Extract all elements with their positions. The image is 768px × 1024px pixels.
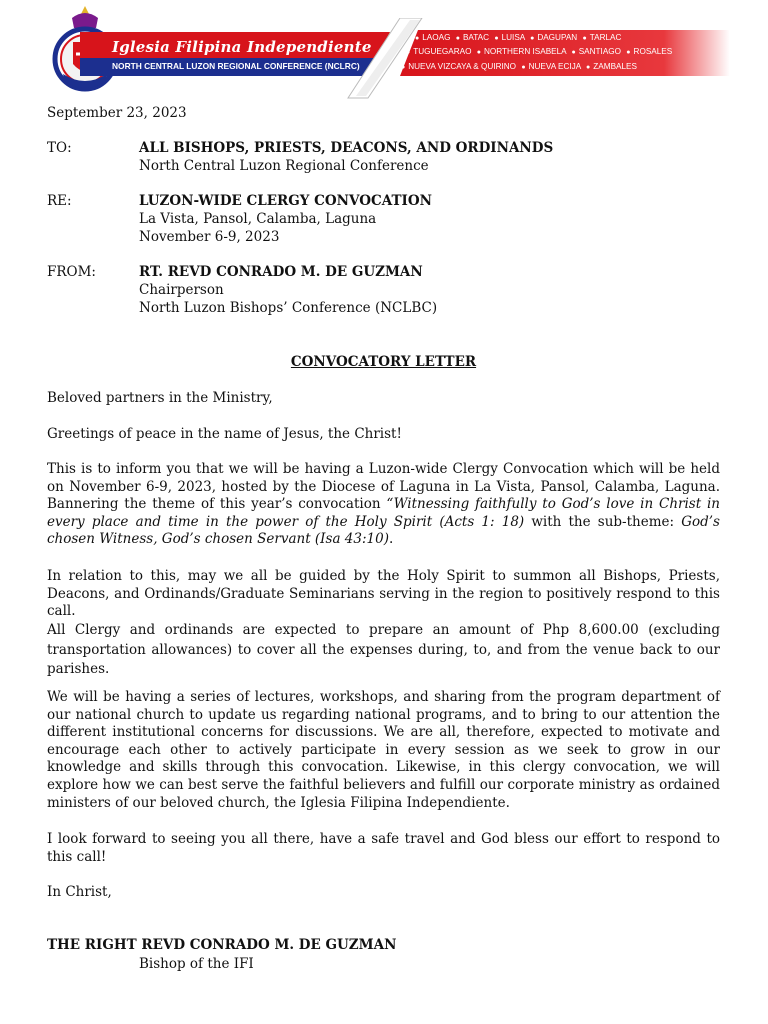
paragraph-announcement: This is to inform you that we will be having a Luzon-wide Clergy Convocation which will be held on November 6-9, 2023, hosted by the Diocese of Laguna in La Vista, Pansol, Calamba, Laguna. Bannering the theme of this year’s convocation “Witnessing faithfully to God’s love in Christ in every place and time in the power of the Holy Spirit (Acts 1: 18) with the sub-theme: God’s chosen Witness, God’s chosen Servant (Isa 43:10). bbox=[47, 461, 720, 548]
places-row-2: ● TUGUEGARAO ● NORTHERN ISABELA ● SANTIAGO ● ROSALES bbox=[406, 47, 673, 56]
to-conference: North Central Luzon Regional Conference bbox=[139, 158, 429, 174]
paragraph-expenses: All Clergy and ordinands are expected to prepare an amount of Php 8,600.00 (excluding transportation allowances) to cover all the expenses during, to, and from the venue back to our parishes. bbox=[47, 622, 720, 677]
letterhead bbox=[0, 0, 768, 100]
paragraph-program: We will be having a series of lectures, workshops, and sharing from the program department of our national church to update us regarding national programs, and to bring to our attention the different institutional concerns for discussions. We are all, therefore, expected to motivate and encourage each other to actively participate in every session as we seek to grow in our knowledge and skills through this convocation. Likewise, in this clergy convocation, we will explore how we can best serve the faithful believers and fulfill our corporate ministry as ordained ministers of our beloved church, the Iglesia Filipina Independiente. bbox=[47, 689, 720, 811]
subtheme-text: God’s chosen Witness, God’s chosen Servant (Isa 43:10) bbox=[47, 513, 720, 548]
from-label: FROM: bbox=[47, 264, 96, 280]
from-organization: North Luzon Bishops’ Conference (NCLBC) bbox=[139, 300, 438, 316]
signatory-name: THE RIGHT REVD CONRADO M. DE GUZMAN bbox=[47, 937, 397, 953]
to-recipients: ALL BISHOPS, PRIESTS, DEACONS, AND ORDINANDS bbox=[139, 140, 554, 156]
conference-name: NORTH CENTRAL LUZON REGIONAL CONFERENCE (NCLRC) bbox=[112, 61, 360, 71]
re-label: RE: bbox=[47, 193, 72, 209]
paragraph-closing-remarks: I look forward to seeing you all there, have a safe travel and God bless our effort to respond to this call! bbox=[47, 831, 720, 865]
letter-title: CONVOCATORY LETTER bbox=[290, 354, 477, 370]
re-subject: LUZON-WIDE CLERGY CONVOCATION bbox=[139, 193, 432, 209]
theme-text: “Witnessing faithfully to God’s love in Christ in every place and time in the power of the Holy Spirit (Acts 1: 18) bbox=[47, 496, 720, 530]
to-label: TO: bbox=[47, 140, 72, 156]
letter-date: September 23, 2023 bbox=[47, 105, 187, 121]
re-venue: La Vista, Pansol, Calamba, Laguna bbox=[139, 211, 377, 227]
signatory-title: Bishop of the IFI bbox=[139, 956, 254, 972]
places-row-1: ● LAOAG ● BATAC ● LUISA ● DAGUPAN ● TARLAC bbox=[415, 33, 622, 42]
from-sender: RT. REVD CONRADO M. DE GUZMAN bbox=[139, 264, 423, 280]
places-row-3: ● NUEVA VIZCAYA & QUIRINO ● NUEVA ECIJA ● ZAMBALES bbox=[401, 62, 637, 71]
paragraph-summon: In relation to this, may we all be guided by the Holy Spirit to summon all Bishops, Priests, Deacons, and Ordinands/Graduate Seminarians serving in the region to positively respond to this call. bbox=[47, 568, 720, 620]
closing: In Christ, bbox=[47, 884, 112, 900]
greeting: Greetings of peace in the name of Jesus, the Christ! bbox=[47, 426, 402, 442]
salutation: Beloved partners in the Ministry, bbox=[47, 390, 273, 406]
org-name: Iglesia Filipina Independiente bbox=[112, 38, 372, 56]
from-role: Chairperson bbox=[139, 282, 224, 298]
re-dates: November 6-9, 2023 bbox=[139, 229, 280, 245]
